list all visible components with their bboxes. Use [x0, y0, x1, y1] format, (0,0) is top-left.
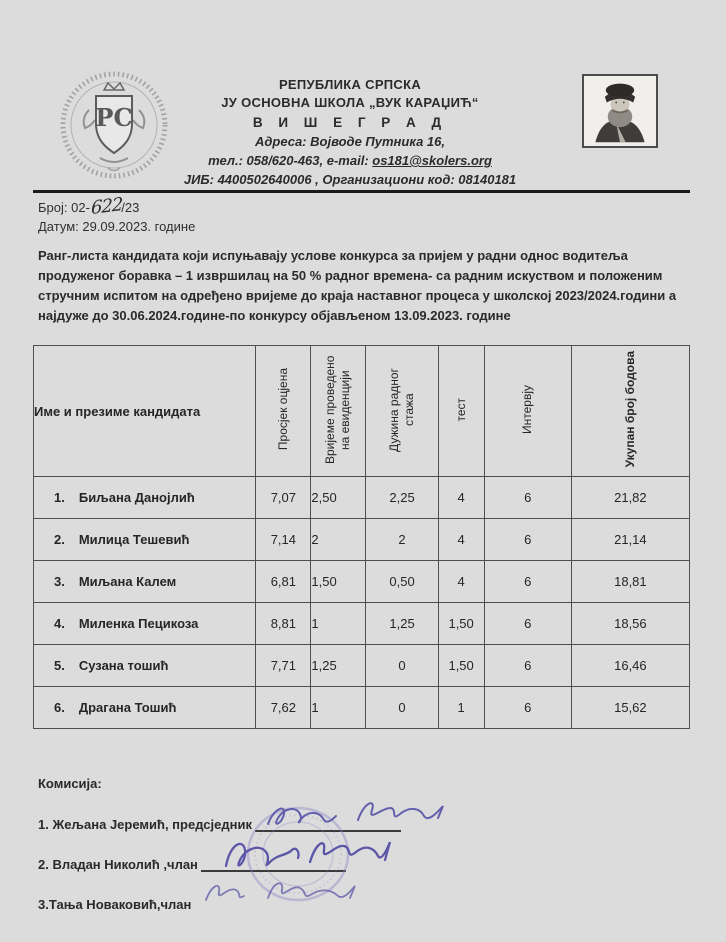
vuk-karadzic-portrait — [582, 74, 658, 148]
service-length: 0 — [366, 687, 438, 729]
test-score: 1 — [438, 687, 484, 729]
total-points: 15,62 — [571, 687, 689, 729]
candidate-name: Миленка Пецикоза — [78, 616, 199, 631]
rank-number: 2. — [54, 532, 65, 547]
service-length: 1,25 — [366, 603, 438, 645]
table-row — [34, 561, 690, 603]
letterhead-jib: ЈИБ: 4400502640006 , Организациони код: 08140181 — [183, 172, 517, 187]
total-points: 18,81 — [571, 561, 689, 603]
evidence-time: 1 — [311, 603, 366, 645]
test-score: 1,50 — [438, 645, 484, 687]
rank-number: 3. — [54, 574, 65, 589]
table-row — [34, 477, 690, 519]
header-divider — [33, 190, 690, 193]
reference-number-line — [38, 193, 195, 220]
commission-member-line — [38, 855, 401, 872]
letterhead — [110, 76, 590, 189]
avg-grade: 8,81 — [256, 603, 311, 645]
rank-number: 1. — [54, 490, 65, 505]
rank-number: 5. — [54, 658, 65, 673]
evidence-time: 2 — [311, 519, 366, 561]
member-label: 3.Тања Новаковић,члан — [38, 897, 192, 912]
table-row — [34, 645, 690, 687]
reference-block — [38, 193, 196, 236]
phone-label: тел.: 058/620-463, e-mail: — [208, 153, 373, 168]
avg-grade: 7,62 — [256, 687, 311, 729]
letterhead-school-name: ЈУ ОСНОВНА ШКОЛА „ВУК КАРАЏИЋ“ — [221, 95, 479, 110]
table-row — [34, 603, 690, 645]
interview-score: 6 — [484, 603, 571, 645]
interview-score: 6 — [484, 687, 571, 729]
signature-line — [255, 815, 401, 832]
service-length: 2,25 — [366, 477, 438, 519]
col-header-evidence-time: Вријеме проведено на евиденцији — [311, 346, 366, 477]
evidence-time: 1 — [311, 687, 366, 729]
avg-grade: 6,81 — [256, 561, 311, 603]
handwritten-number: 622 — [90, 193, 123, 220]
table-row — [34, 519, 690, 561]
col-header-name: Име и презиме кандидата — [34, 346, 256, 477]
test-score: 1,50 — [438, 603, 484, 645]
interview-score: 6 — [484, 561, 571, 603]
avg-grade: 7,07 — [256, 477, 311, 519]
interview-score: 6 — [484, 519, 571, 561]
evidence-time: 2,50 — [311, 477, 366, 519]
signature-line — [201, 855, 346, 872]
test-score: 4 — [438, 519, 484, 561]
letterhead-address: Адреса: Војводе Путника 16, — [254, 134, 446, 149]
member-label: 2. Владан Николић ,члан — [38, 857, 198, 872]
candidate-name: Биљана Данојлић — [78, 490, 195, 505]
member-label: 1. Жељана Јеремић, предсједник — [38, 817, 252, 832]
total-points: 18,56 — [571, 603, 689, 645]
letterhead-contact — [110, 152, 590, 170]
total-points: 16,46 — [571, 645, 689, 687]
interview-score: 6 — [484, 477, 571, 519]
date-line: Датум: 29.09.2023. године — [38, 219, 196, 234]
commission-block — [38, 776, 401, 935]
email-address: os181@skolers.org — [372, 153, 492, 168]
candidate-name: Драгана Тошић — [78, 700, 177, 715]
letterhead-country: РЕПУБЛИКА СРПСКА — [278, 77, 422, 92]
commission-member-line — [38, 815, 401, 832]
service-length: 2 — [366, 519, 438, 561]
ranking-table — [33, 345, 690, 729]
evidence-time: 1,50 — [311, 561, 366, 603]
number-suffix: /23 — [121, 200, 140, 215]
test-score: 4 — [438, 561, 484, 603]
col-header-interview: Интервју — [484, 346, 571, 477]
rank-number: 4. — [54, 616, 65, 631]
avg-grade: 7,14 — [256, 519, 311, 561]
interview-score: 6 — [484, 645, 571, 687]
number-label: Број: 02- — [38, 200, 90, 215]
commission-title: Комисија: — [38, 776, 102, 791]
total-points: 21,82 — [571, 477, 689, 519]
col-header-service-length: Дужина радног стажа — [366, 346, 438, 477]
table-header-row — [34, 346, 690, 477]
candidate-name: Миљана Калем — [78, 574, 177, 589]
test-score: 4 — [438, 477, 484, 519]
evidence-time: 1,25 — [311, 645, 366, 687]
col-header-average: Просјек оцјена — [256, 346, 311, 477]
total-points: 21,14 — [571, 519, 689, 561]
col-header-total-points: Укупан број бодова — [571, 346, 689, 477]
avg-grade: 7,71 — [256, 645, 311, 687]
service-length: 0 — [366, 645, 438, 687]
commission-member-line — [38, 895, 401, 912]
table-row — [34, 687, 690, 729]
col-header-test: тест — [438, 346, 484, 477]
svg-text:РС: РС — [95, 103, 133, 132]
rank-number: 6. — [54, 700, 65, 715]
candidate-name: Милица Тешевић — [78, 532, 190, 547]
ranking-intro-paragraph: Ранг-листа кандидата који испуњавају услове конкурса за пријем у радни однос водитеља продуженог боравка – 1 извршилац на 50 % радног времена- са радним искуством и положеним стручним испитом на одређено вријеме до краја наставног процеса у школској 2023/2024.години а најдуже до 30.06.2024.године-по конкурсу објављеном 13.09.2023. године — [38, 248, 677, 323]
candidate-name: Сузана тошић — [78, 658, 169, 673]
service-length: 0,50 — [366, 561, 438, 603]
letterhead-city: В И Ш Е Г Р А Д — [252, 115, 448, 130]
